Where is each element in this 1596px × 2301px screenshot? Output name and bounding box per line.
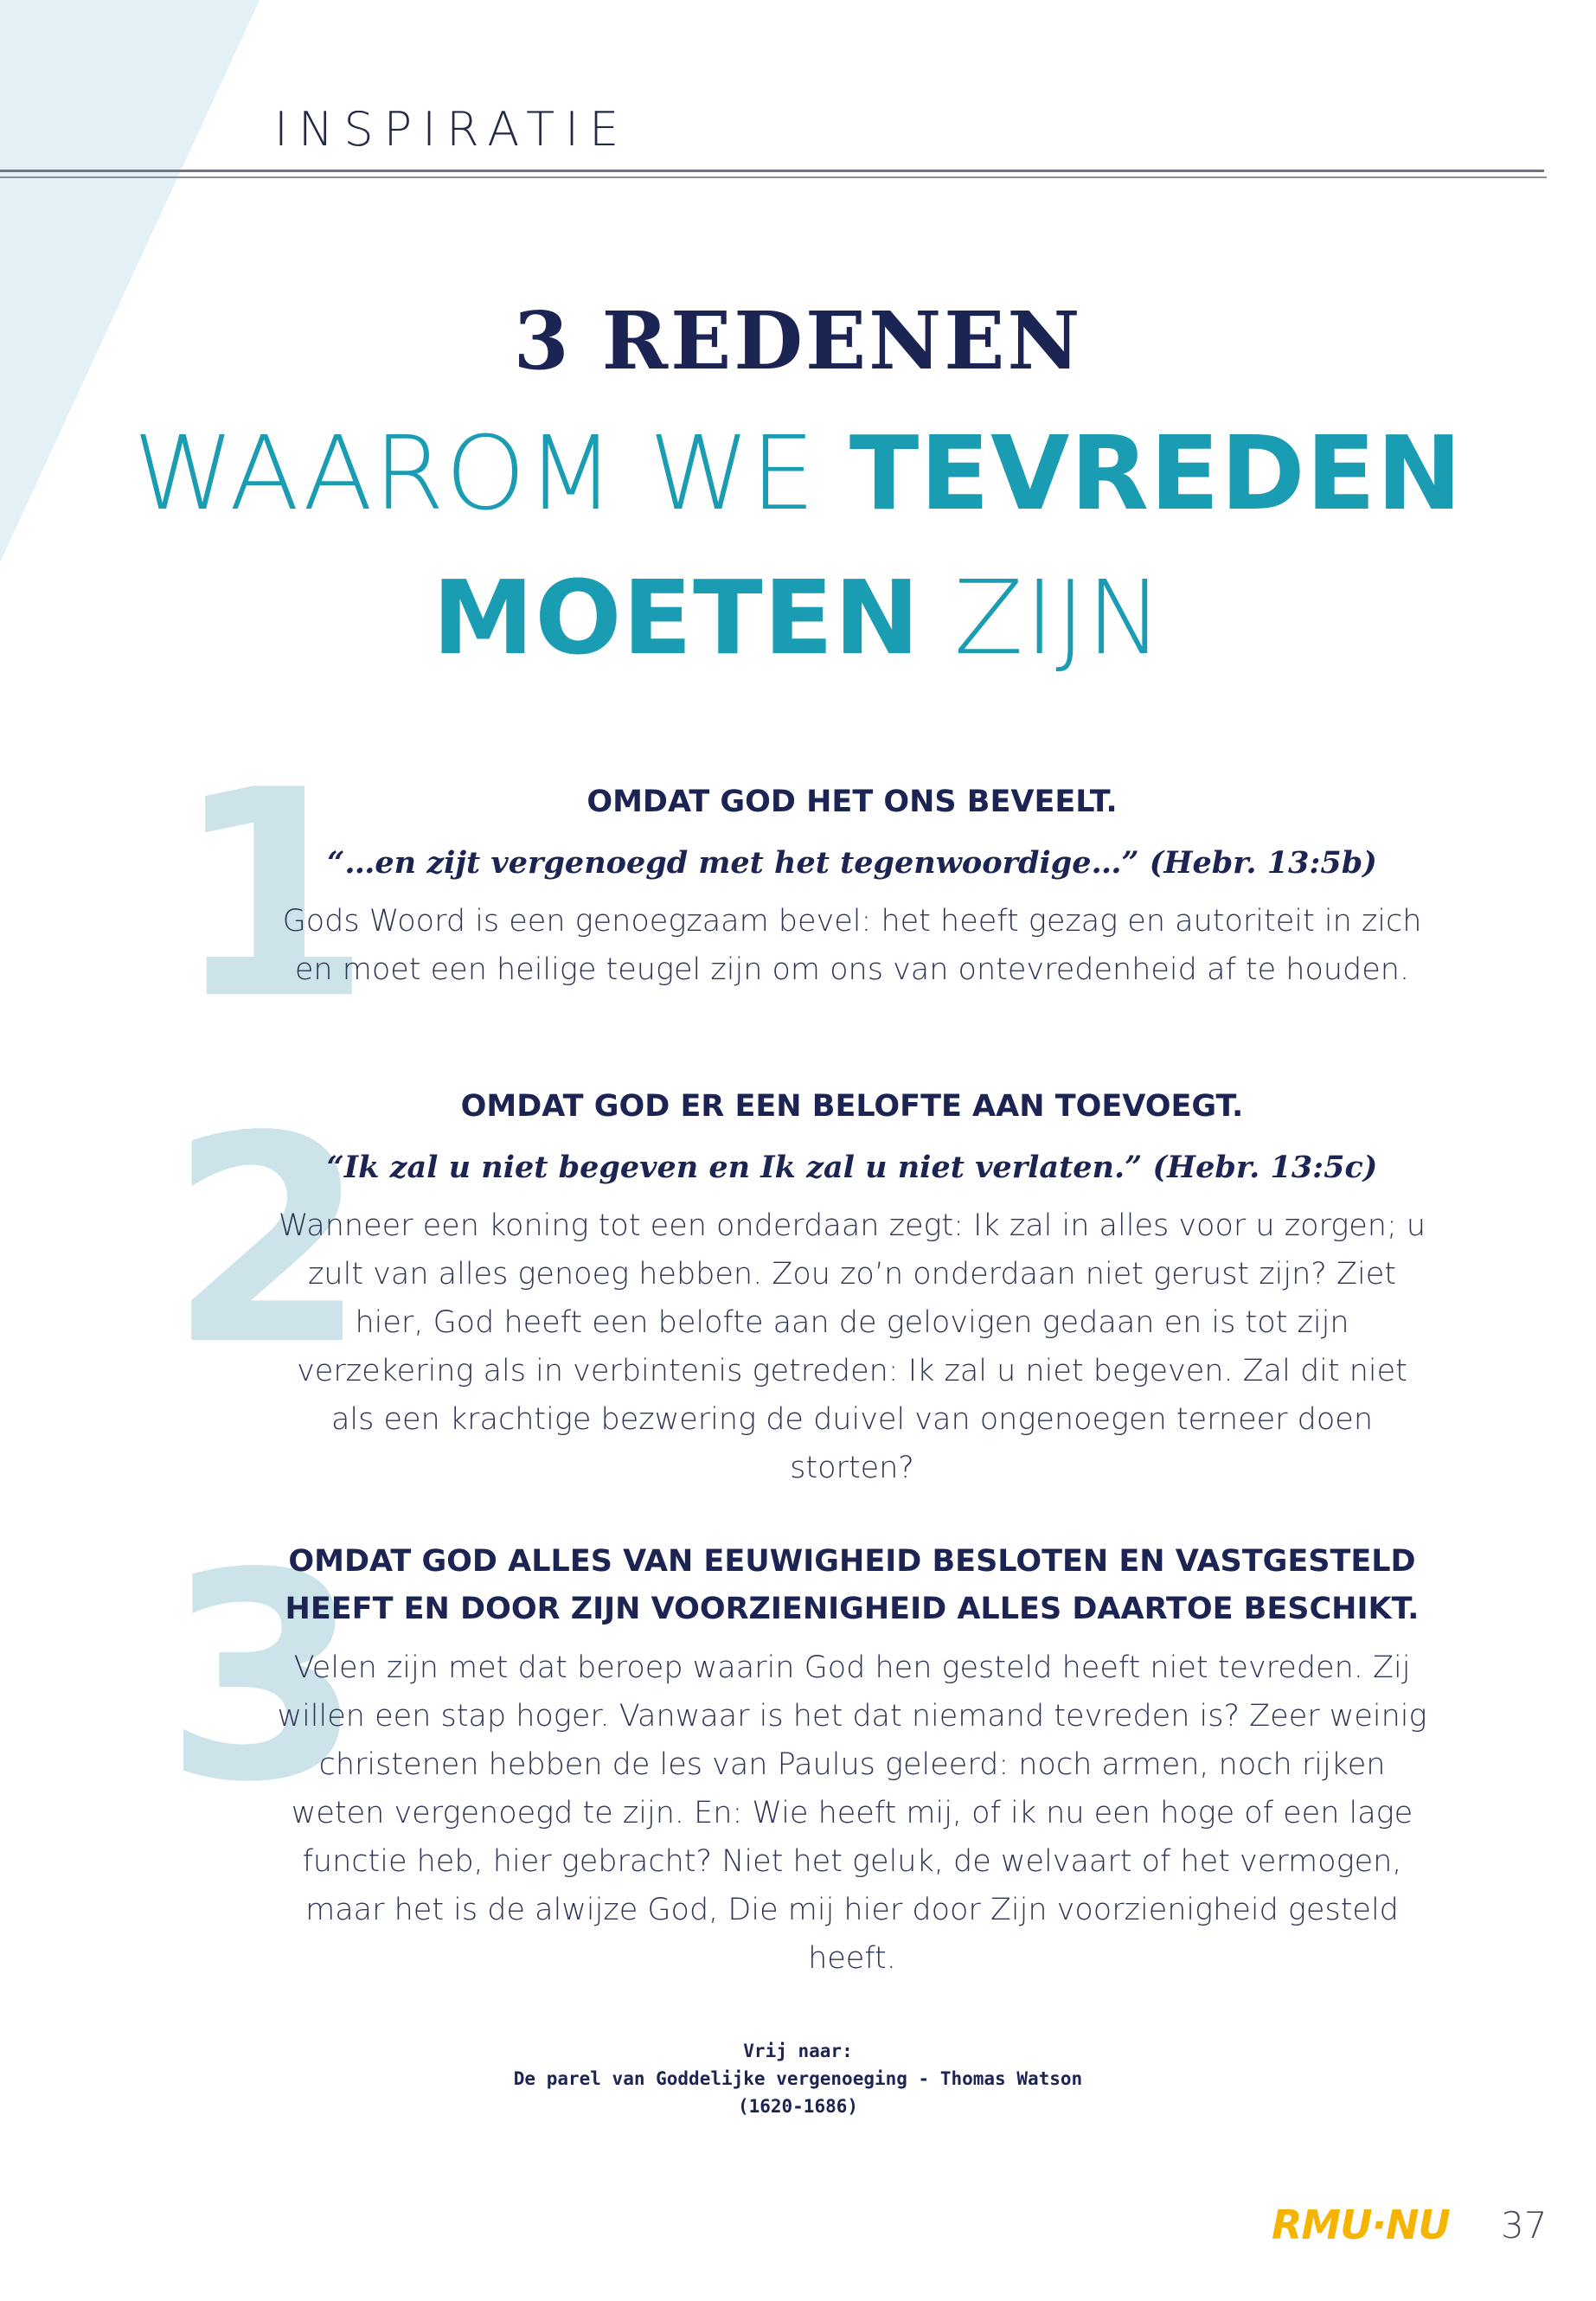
section-label: INSPIRATIE <box>274 102 630 157</box>
reason-3 <box>277 1538 1427 1983</box>
reason-number-3: 3 <box>164 1512 363 1844</box>
source-work: De parel van Goddelijke vergenoeging - Thomas Watson <box>513 2068 1083 2089</box>
header-rule-secondary <box>0 176 1547 178</box>
title-line-1: 3 REDENEN <box>513 294 1083 388</box>
reason-2-quote: “Ik zal u niet begeven en Ik zal u niet verlaten.” (Hebr. 13:5c) <box>326 1150 1378 1185</box>
page-number: 37 <box>1501 2204 1548 2247</box>
reason-2-body: Wanneer een koning tot een onderdaan zegt: Ik zal in alles voor u zorgen; u zult van alles genoeg hebben. Zou zo’n onderdaan niet gerust zijn? Ziet hier, God heeft een belofte aan de gelovigen gedaan en is tot zijn verzekering als in verbintenis getreden: Ik zal u niet begeven. Zal dit niet als een krachtige bezwering de duivel van ongenoegen terneer doen storten? <box>278 1208 1426 1485</box>
reason-2-title: OMDAT GOD ER EEN BELOFTE AAN TOEVOEGT. <box>460 1089 1244 1124</box>
rmu-nu-logo: RMU·NU <box>1272 2202 1450 2248</box>
reason-number-1: 1 <box>173 729 372 1061</box>
header-rule <box>0 170 1544 172</box>
reason-3-body: Velen zijn met dat beroep waarin God hen gesteld heeft niet tevreden. Zij willen een stap hoger. Vanwaar is het dat niemand tevreden is? Zeer weinig christenen hebben de les van Paulus geleerd: noch armen, noch rijken weten vergenoegd te zijn. En: Wie heeft mij, of ik nu een hoge of een lage functie heb, hier gebracht? Niet het geluk, de welvaart of het vermogen, maar het is de alwijze God, Die mij hier door Zijn voorzienigheid gesteld heeft. <box>277 1650 1427 1976</box>
reason-1-title: OMDAT GOD HET ONS BEVEELT. <box>586 785 1118 819</box>
source-years: (1620-1686) <box>737 2096 859 2117</box>
title-line-2-bold: TEVREDEN <box>849 413 1464 533</box>
reason-2 <box>277 1083 1427 1492</box>
reason-1-body: Gods Woord is een genoegzaam bevel: het heeft gezag en autoriteit in zich en moet een heilige teugel zijn om ons van ontevredenheid af te houden. <box>282 904 1422 987</box>
title-line-3 <box>0 558 1596 677</box>
source-credit <box>0 2037 1596 2120</box>
reason-number-2: 2 <box>169 1075 368 1407</box>
title-line-3-bold: MOETEN <box>432 558 920 677</box>
reason-1 <box>277 779 1427 994</box>
source-label: Vrij naar: <box>743 2041 853 2061</box>
title-line-2-thin: WAAROM WE <box>132 413 849 533</box>
reason-3-title: OMDAT GOD ALLES VAN EEUWIGHEID BESLOTEN EN VASTGESTELD HEEFT EN DOOR ZIJN VOORZIENIGHEID ALLES DAARTOE BESCHIKT. <box>285 1544 1420 1626</box>
reason-1-quote: “…en zijt vergenoegd met het tegenwoordige…” (Hebr. 13:5b) <box>327 845 1377 881</box>
title-line-2 <box>0 413 1596 533</box>
title-line-3-thin: ZIJN <box>920 558 1164 677</box>
